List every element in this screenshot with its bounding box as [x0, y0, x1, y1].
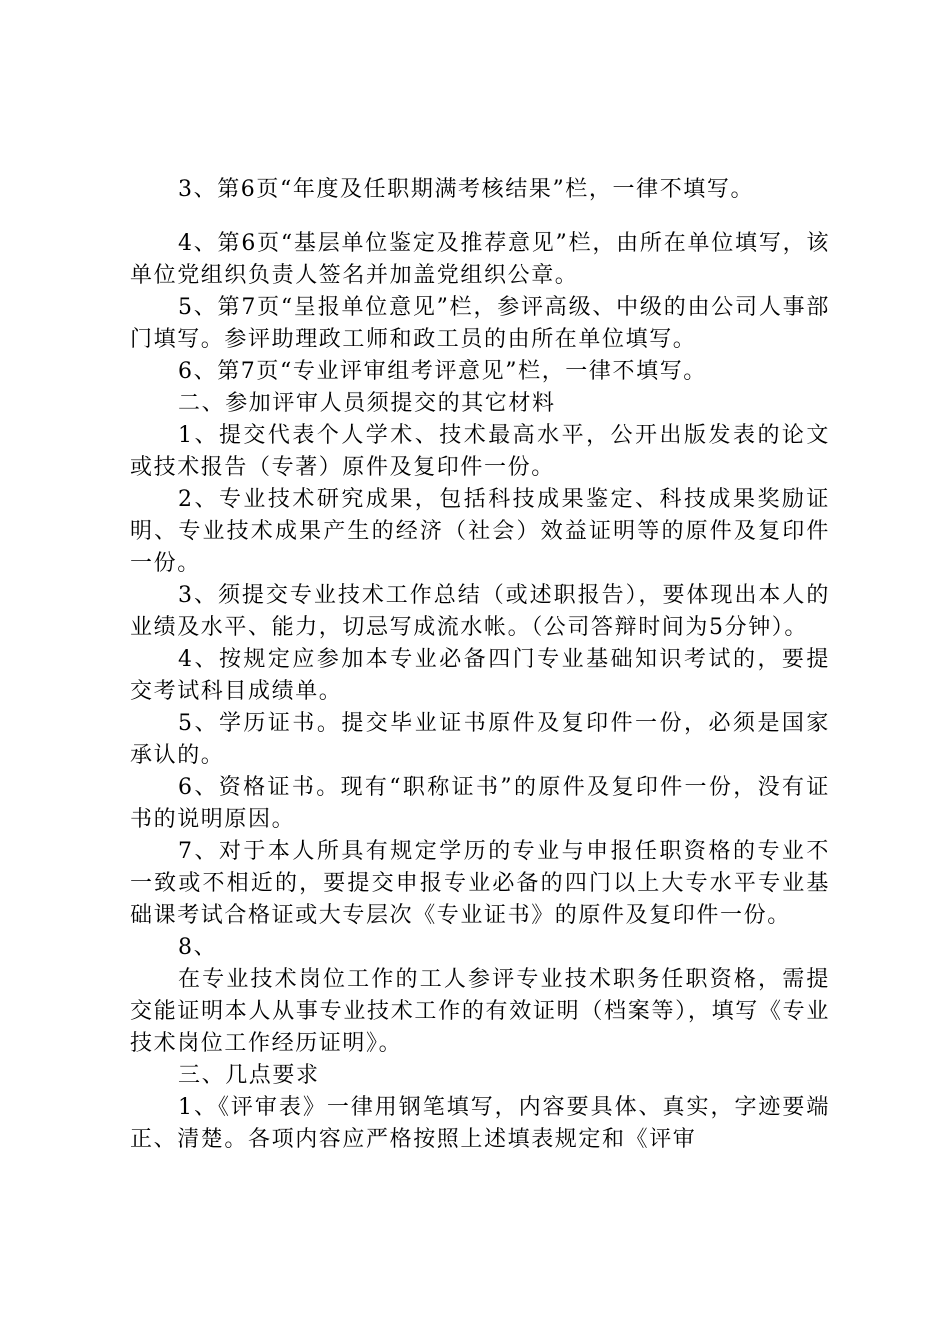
material-item-5: 5、学历证书。提交毕业证书原件及复印件一份，必须是国家承认的。 — [130, 711, 830, 768]
material-item-6: 6、资格证书。现有“职称证书”的原件及复印件一份，没有证书的说明原因。 — [130, 775, 830, 832]
section-heading-2: 二、参加评审人员须提交的其它材料 — [178, 391, 556, 416]
material-item-7: 7、对于本人所具有规定学历的专业与申报任职资格的专业不一致或不相近的，要提交申报专业必备的四门以上大专水平专业基础课考试合格证或大专层次《专业证书》的原件及复印件一份。 — [130, 839, 830, 928]
paragraph-item-3: 3、第6页“年度及任职期满考核结果”栏，一律不填写。 — [178, 177, 755, 202]
document-body — [130, 174, 830, 1156]
requirement-item-1: 1、《评审表》一律用钢笔填写，内容要具体、真实，字迹要端正、清楚。各项内容应严格按照上述填表规定和《评审 — [130, 1095, 830, 1152]
paragraph-item-5: 5、第7页“呈报单位意见”栏，参评高级、中级的由公司人事部门填写。参评助理政工师和政工员的由所在单位填写。 — [130, 295, 830, 352]
material-item-8-number: 8、 — [178, 935, 218, 960]
paragraph-item-4: 4、第6页“基层单位鉴定及推荐意见”栏，由所在单位填写，该单位党组织负责人签名并加盖党组织公章。 — [130, 231, 830, 288]
material-item-8-text: 在专业技术岗位工作的工人参评专业技术职务任职资格，需提交能证明本人从事专业技术工作的有效证明（档案等），填写《专业技术岗位工作经历证明》。 — [130, 967, 830, 1056]
paragraph-item-6: 6、第7页“专业评审组考评意见”栏，一律不填写。 — [178, 359, 707, 384]
material-item-1: 1、提交代表个人学术、技术最高水平，公开出版发表的论文或技术报告（专著）原件及复印件一份。 — [130, 423, 830, 480]
material-item-3: 3、须提交专业技术工作总结（或述职报告），要体现出本人的业绩及水平、能力，切忌写成流水帐。（公司答辩时间为5分钟）。 — [130, 583, 830, 640]
material-item-2: 2、专业技术研究成果，包括科技成果鉴定、科技成果奖励证明、专业技术成果产生的经济（社会）效益证明等的原件及复印件一份。 — [130, 487, 830, 576]
material-item-4: 4、按规定应参加本专业必备四门专业基础知识考试的，要提交考试科目成绩单。 — [130, 647, 830, 704]
section-heading-3: 三、几点要求 — [178, 1063, 320, 1088]
